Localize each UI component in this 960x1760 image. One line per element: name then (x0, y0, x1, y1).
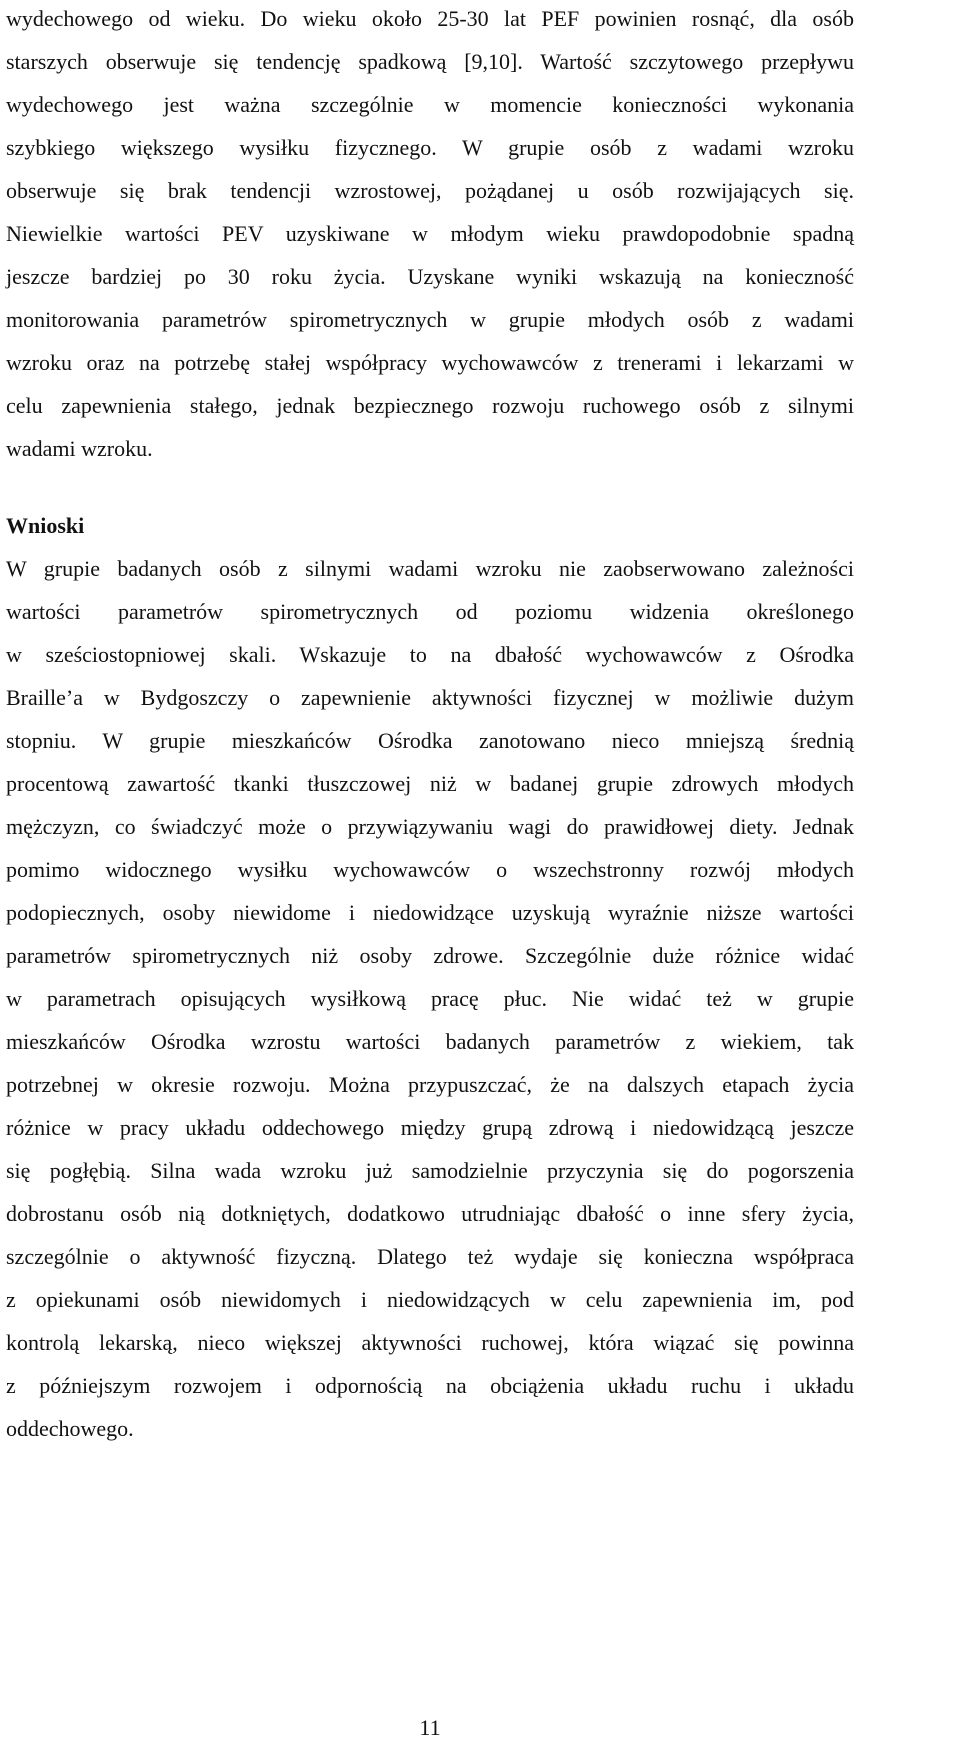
text-line: w sześciostopniowej skali. Wskazuje to na dbałość wychowawców z Ośrodka (6, 642, 854, 667)
text-line: Braille’a w Bydgoszczy o zapewnienie aktywności fizycznej w możliwie dużym (6, 685, 854, 710)
text-line: oddechowego. (6, 1416, 134, 1441)
text-line: stopniu. W grupie mieszkańców Ośrodka zanotowano nieco mniejszą średnią (6, 728, 854, 753)
text-line: z późniejszym rozwojem i odpornością na obciążenia układu ruchu i układu (6, 1373, 854, 1398)
text-line: parametrów spirometrycznych niż osoby zdrowe. Szczególnie duże różnice widać (6, 943, 854, 968)
text-line: obserwuje się brak tendencji wzrostowej, pożądanej u osób rozwijających się. (6, 178, 854, 203)
text-line: Niewielkie wartości PEV uzyskiwane w młodym wieku prawdopodobnie spadną (6, 221, 854, 246)
text-line: wzroku oraz na potrzebę stałej współpracy wychowawców z trenerami i lekarzami w (6, 350, 854, 375)
text-line: szybkiego większego wysiłku fizycznego. W grupie osób z wadami wzroku (6, 135, 854, 160)
text-line: z opiekunami osób niewidomych i niedowidzących w celu zapewnienia im, pod (6, 1287, 854, 1312)
text-line: szczególnie o aktywność fizyczną. Dlatego też wydaje się konieczna współpraca (6, 1244, 854, 1269)
text-line: wydechowego od wieku. Do wieku około 25-30 lat PEF powinien rosnąć, dla osób (6, 6, 854, 31)
section-heading: Wnioski (6, 513, 85, 538)
text-line: wadami wzroku. (6, 436, 153, 461)
conclusions-paragraph (6, 547, 854, 1450)
text-line: celu zapewnienia stałego, jednak bezpiecznego rozwoju ruchowego osób z silnymi (6, 393, 854, 418)
text-line: potrzebnej w okresie rozwoju. Można przypuszczać, że na dalszych etapach życia (6, 1072, 854, 1097)
text-line: dobrostanu osób nią dotkniętych, dodatkowo utrudniając dbałość o inne sfery życia, (6, 1201, 854, 1226)
text-line: kontrolą lekarską, nieco większej aktywności ruchowej, która wiązać się powinna (6, 1330, 854, 1355)
text-line: procentową zawartość tkanki tłuszczowej niż w badanej grupie zdrowych młodych (6, 771, 854, 796)
page-number: 11 (419, 1715, 441, 1740)
text-line: monitorowania parametrów spirometrycznych w grupie młodych osób z wadami (6, 307, 854, 332)
text-line: się pogłębią. Silna wada wzroku już samodzielnie przyczynia się do pogorszenia (6, 1158, 854, 1183)
text-line: starszych obserwuje się tendencję spadkową [9,10]. Wartość szczytowego przepływu (6, 49, 854, 74)
paragraph-continuation (6, 0, 854, 470)
text-line: W grupie badanych osób z silnymi wadami wzroku nie zaobserwowano zależności (6, 556, 854, 581)
text-line: w parametrach opisujących wysiłkową pracę płuc. Nie widać też w grupie (6, 986, 854, 1011)
text-line: mężczyzn, co świadczyć może o przywiązywaniu wagi do prawidłowej diety. Jednak (6, 814, 854, 839)
text-line: wydechowego jest ważna szczególnie w momencie konieczności wykonania (6, 92, 854, 117)
text-line: podopiecznych, osoby niewidome i niedowidzące uzyskują wyraźnie niższe wartości (6, 900, 854, 925)
text-line: jeszcze bardziej po 30 roku życia. Uzyskane wyniki wskazują na konieczność (6, 264, 854, 289)
text-line: pomimo widocznego wysiłku wychowawców o wszechstronny rozwój młodych (6, 857, 854, 882)
text-line: mieszkańców Ośrodka wzrostu wartości badanych parametrów z wiekiem, tak (6, 1029, 854, 1054)
text-line: różnice w pracy układu oddechowego między grupą zdrową i niedowidzącą jeszcze (6, 1115, 854, 1140)
text-line: wartości parametrów spirometrycznych od poziomu widzenia określonego (6, 599, 854, 624)
